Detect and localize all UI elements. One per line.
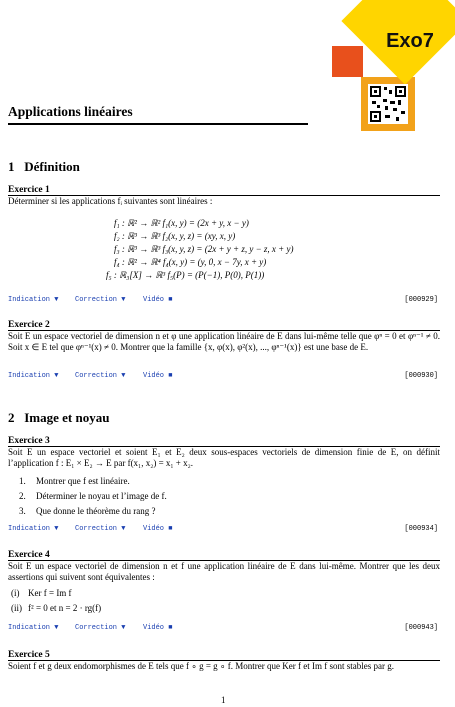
document-title: Applications linéaires bbox=[8, 104, 133, 119]
item-text: Déterminer le noyau et l’image de f. bbox=[36, 491, 167, 501]
equation-line: f₁ : ℝ² → ℝ² f₁(x, y) = (2x + y, x − y) bbox=[114, 218, 249, 228]
section-number: 1 bbox=[8, 159, 15, 174]
title-underline bbox=[8, 123, 308, 125]
item-text: f² = 0 et n = 2 · rg(f) bbox=[28, 603, 102, 613]
exercise-footer bbox=[8, 624, 440, 635]
exercise-footer bbox=[8, 525, 440, 536]
correction-link[interactable]: Correction ▼ bbox=[75, 296, 126, 304]
item-number: 3. bbox=[19, 506, 26, 516]
item-text: Ker f = Im f bbox=[28, 588, 72, 598]
exercise-title: Exercice 4 bbox=[8, 550, 50, 560]
list-item bbox=[6, 588, 101, 603]
list-item bbox=[6, 603, 101, 618]
exercise-text: Soit E un espace vectoriel de dimension n et f une application linéaire de E dans lui-même. Montrer que les deux assertions qui suivent sont équivalentes : bbox=[8, 561, 440, 582]
assertion-list bbox=[6, 588, 101, 618]
item-text: Montrer que f est linéaire. bbox=[36, 476, 130, 486]
equation-line: f₂ : ℝ³ → ℝ³ f₂(x, y, z) = (xy, x, y) bbox=[114, 231, 236, 241]
logo-text: Exo7 bbox=[386, 30, 434, 52]
item-number: 1. bbox=[19, 476, 26, 486]
exercise-title: Exercice 1 bbox=[8, 185, 50, 195]
indication-link[interactable]: Indication ▼ bbox=[8, 525, 59, 533]
correction-link[interactable]: Correction ▼ bbox=[75, 525, 126, 533]
equation-line: f₃ : ℝ³ → ℝ³ f₃(x, y, z) = (2x + y + z, y − z, x + y) bbox=[114, 244, 294, 254]
indication-link[interactable]: Indication ▼ bbox=[8, 372, 59, 380]
section-heading-2 bbox=[8, 410, 109, 426]
exercise-text: Soit E un espace vectoriel de dimension n et φ une application linéaire de E dans lui-même telle que φⁿ = 0 et φⁿ⁻¹ ≠ 0. Soit x ∈ E tel que φⁿ⁻¹(x) ≠ 0. Montrer que la famille {x, φ(x), φ²(x), ..., φⁿ⁻¹(x)} est une base de E. bbox=[8, 331, 440, 352]
item-number: 2. bbox=[19, 491, 26, 501]
section-title: Image et noyau bbox=[24, 410, 110, 425]
qr-code-icon[interactable] bbox=[368, 84, 408, 124]
section-title: Définition bbox=[24, 159, 80, 174]
exercise-text: Déterminer si les applications fᵢ suivantes sont linéaires : bbox=[8, 196, 213, 206]
exercise-ref: [000930] bbox=[404, 372, 438, 380]
video-link[interactable]: Vidéo ■ bbox=[143, 372, 173, 380]
exercise-ref: [000943] bbox=[404, 624, 438, 632]
correction-link[interactable]: Correction ▼ bbox=[75, 624, 126, 632]
exercise-title: Exercice 3 bbox=[8, 436, 50, 446]
exercise-text: Soit E un espace vectoriel et soient E₁ et E₂ deux sous-espaces vectoriels de dimension finie de E, on définit l’application f : E₁ × E₂ → E par f(x₁, x₂) = x₁ + x₂. bbox=[8, 447, 440, 468]
video-link[interactable]: Vidéo ■ bbox=[143, 525, 173, 533]
item-number: (i) bbox=[11, 588, 20, 598]
section-number: 2 bbox=[8, 410, 15, 425]
equation-line: f₅ : ℝ₃[X] → ℝ³ f₅(P) = (P(−1), P(0), P(1)) bbox=[106, 270, 265, 280]
video-link[interactable]: Vidéo ■ bbox=[143, 624, 173, 632]
correction-link[interactable]: Correction ▼ bbox=[75, 372, 126, 380]
list-item bbox=[14, 506, 167, 521]
indication-link[interactable]: Indication ▼ bbox=[8, 624, 59, 632]
item-text: Que donne le théorème du rang ? bbox=[36, 506, 156, 516]
equation-line: f₄ : ℝ² → ℝ⁴ f₄(x, y) = (y, 0, x − 7y, x + y) bbox=[114, 257, 267, 267]
exercise-title: Exercice 5 bbox=[8, 650, 50, 660]
list-item bbox=[14, 491, 167, 506]
item-number: (ii) bbox=[11, 603, 22, 613]
video-link[interactable]: Vidéo ■ bbox=[143, 296, 173, 304]
exercise-ref: [000934] bbox=[404, 525, 438, 533]
indication-link[interactable]: Indication ▼ bbox=[8, 296, 59, 304]
exercise-title: Exercice 2 bbox=[8, 320, 50, 330]
exercise-footer bbox=[8, 296, 440, 307]
list-item bbox=[14, 476, 167, 491]
section-heading-1 bbox=[8, 159, 80, 175]
page-number: 1 bbox=[221, 695, 226, 705]
exercise-footer bbox=[8, 372, 440, 383]
exercise-ref: [000929] bbox=[404, 296, 438, 304]
logo-red-square bbox=[332, 46, 363, 77]
question-list bbox=[14, 476, 167, 521]
exercise-text: Soient f et g deux endomorphismes de E tels que f ∘ g = g ∘ f. Montrer que Ker f et Im f sont stables par g. bbox=[8, 661, 395, 671]
